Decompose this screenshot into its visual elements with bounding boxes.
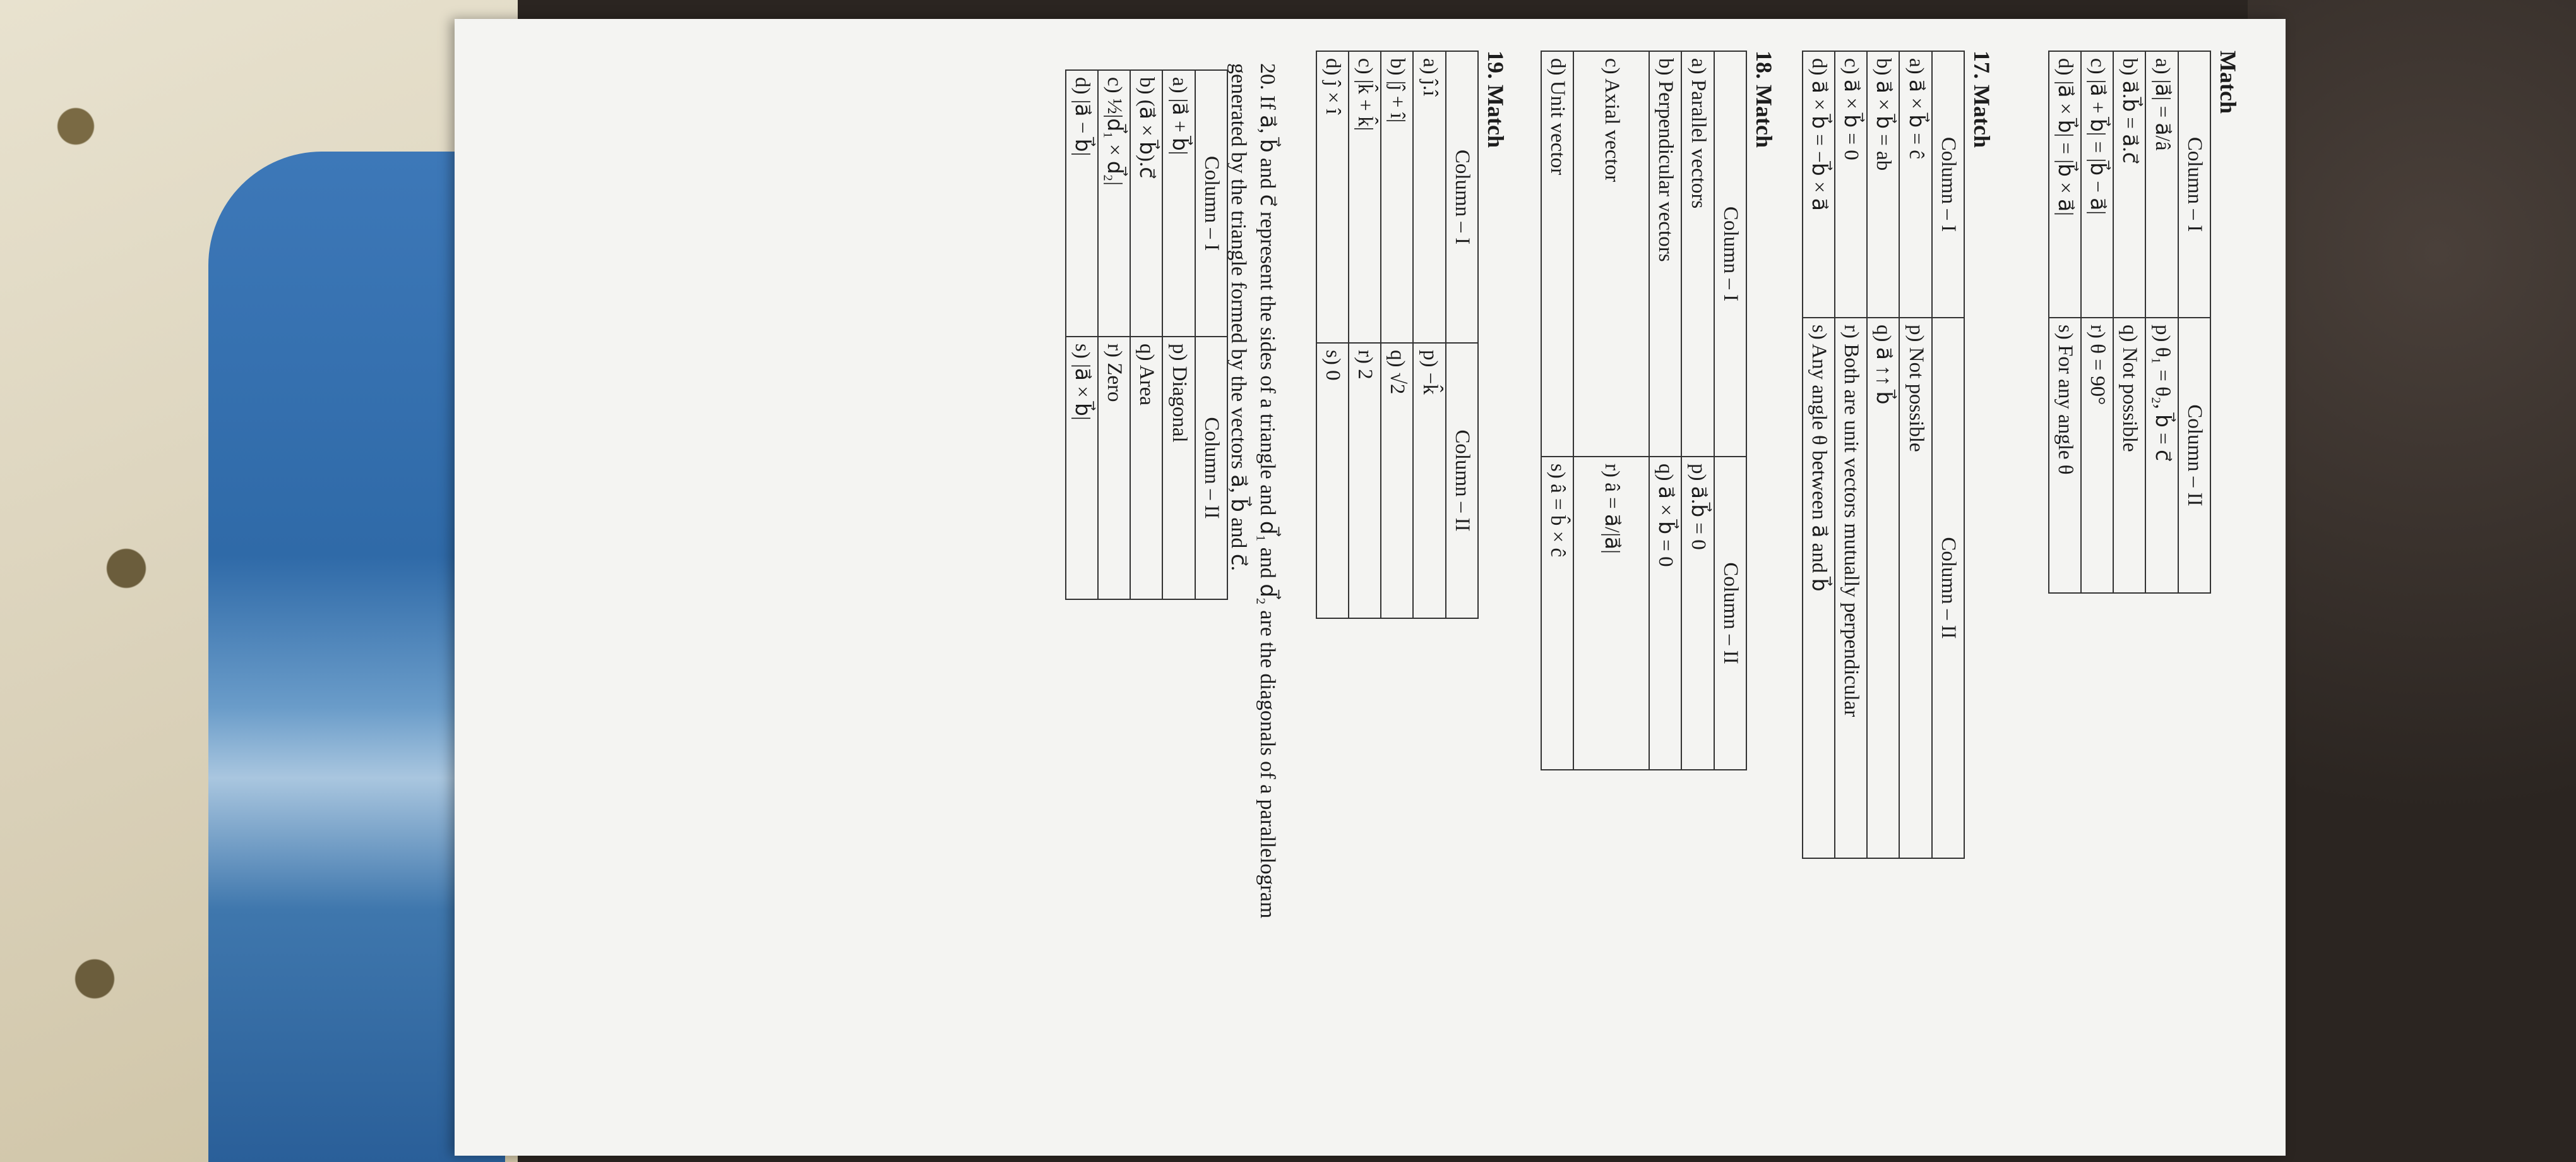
- column-2-cell: s) Any angle θ between a⃗ and b⃗: [1803, 318, 1835, 858]
- table-row: [1381, 51, 1413, 618]
- column-2-cell: p) Not possible: [1900, 318, 1932, 858]
- question-20-line-1: 20. If a⃗, b⃗ and c⃗ represent the sides of a triangle and d⃗₁ and d⃗₂ are the diagonals of a parallelogram: [1256, 63, 1279, 919]
- column-2-header: Column – II: [1195, 337, 1227, 599]
- column-2-header: Column – II: [1714, 457, 1746, 770]
- question-20-text: [1224, 63, 1282, 1137]
- column-1-cell: a) Parallel vectors: [1682, 51, 1714, 457]
- column-2-cell: q) a⃗ ↑↑ b⃗: [1867, 318, 1899, 858]
- table-row: [2049, 51, 2081, 593]
- table-row: [1066, 70, 1098, 599]
- column-1-cell: b) Perpendicular vectors: [1649, 51, 1681, 457]
- question-17: [1802, 51, 1995, 859]
- column-2-cell: r) 2: [1349, 343, 1381, 618]
- column-2-cell: p) Diagonal: [1163, 337, 1195, 599]
- question-18-heading: 18. Match: [1751, 51, 1777, 148]
- column-1-header: Column – I: [1714, 51, 1746, 457]
- column-1-cell: a) |a⃗ + b⃗|: [1163, 70, 1195, 337]
- question-19-heading: 19. Match: [1483, 51, 1508, 148]
- table-header-row: [1932, 51, 1964, 858]
- table-row: [1867, 51, 1899, 858]
- column-2-cell: s) |a⃗ × b⃗|: [1066, 337, 1098, 599]
- table-row: [2146, 51, 2178, 593]
- column-1-cell: d) a⃗ × b⃗ = −b⃗ × a⃗: [1803, 51, 1835, 318]
- column-2-cell: r) θ = 90°: [2081, 318, 2113, 593]
- column-1-cell: b) (a⃗ × b⃗).c⃗: [1130, 70, 1162, 337]
- column-2-cell: p) −k̂: [1414, 343, 1446, 618]
- column-1-header: Column – I: [1932, 51, 1964, 318]
- column-1-cell: b) |ĵ + î|: [1381, 51, 1413, 343]
- table-row: [1649, 51, 1681, 770]
- column-1-header: Column – I: [1446, 51, 1478, 343]
- question-18: [1541, 51, 1777, 770]
- column-2-cell: s) â = b̂ × ĉ: [1541, 457, 1573, 770]
- question-20-line-2: generated by the triangle formed by the vectors a⃗, b⃗ and c⃗.: [1227, 63, 1251, 572]
- question-16-table: [2048, 51, 2211, 594]
- table-row: [1682, 51, 1714, 770]
- table-row: [1803, 51, 1835, 858]
- column-1-cell: b) a⃗ × b⃗ = ab: [1867, 51, 1899, 318]
- column-1-cell: c) |a⃗ + b⃗| = |b⃗ − a⃗|: [2081, 51, 2113, 318]
- column-2-header: Column – II: [1932, 318, 1964, 858]
- column-1-header: Column – I: [2178, 51, 2210, 318]
- column-1-cell: a) ĵ.î: [1414, 51, 1446, 343]
- question-16-heading: Match: [2215, 51, 2241, 114]
- table-row: [1414, 51, 1446, 618]
- column-1-cell: d) ĵ × î: [1316, 51, 1349, 343]
- table-row: [1900, 51, 1932, 858]
- table-header-row: [2178, 51, 2210, 593]
- dark-surface-background: [2248, 0, 2576, 1162]
- column-2-header: Column – II: [2178, 318, 2210, 593]
- table-header-row: [1446, 51, 1478, 618]
- table-row: [1573, 51, 1649, 770]
- question-20: [1065, 69, 1228, 600]
- table-header-row: [1714, 51, 1746, 770]
- table-row: [1098, 70, 1130, 599]
- table-row: [1316, 51, 1349, 618]
- column-1-cell: d) Unit vector: [1541, 51, 1573, 457]
- column-1-cell: a) |a⃗| = a⃗/â: [2146, 51, 2178, 318]
- table-row: [1835, 51, 1867, 858]
- table-row: [2113, 51, 2145, 593]
- column-2-cell: r) Both are unit vectors mutually perpendicular: [1835, 318, 1867, 858]
- column-1-header: Column – I: [1195, 70, 1227, 337]
- column-1-cell: d) |a⃗ − b⃗|: [1066, 70, 1098, 337]
- rotated-sheet-content: [429, 25, 2248, 1156]
- question-19-table: [1316, 51, 1479, 619]
- column-1-cell: c) a⃗ × b⃗ = 0: [1835, 51, 1867, 318]
- question-18-table: [1541, 51, 1747, 770]
- column-2-cell: p) a⃗.b⃗ = 0: [1682, 457, 1714, 770]
- question-17-heading: 17. Match: [1969, 51, 1995, 148]
- question-16: [2048, 51, 2241, 594]
- column-1-cell: c) |k̂ + k̂|: [1349, 51, 1381, 343]
- column-1-cell: c) ½|d⃗₁ × d⃗₂|: [1098, 70, 1130, 337]
- column-2-cell: q) Area: [1130, 337, 1162, 599]
- column-1-cell: d) |a⃗ × b⃗| = |b⃗ × a⃗|: [2049, 51, 2081, 318]
- column-1-cell: c) Axial vector: [1573, 51, 1649, 457]
- column-2-cell: r) â = a⃗/|a⃗|: [1573, 457, 1649, 770]
- question-17-table: [1802, 51, 1965, 859]
- table-row: [2081, 51, 2113, 593]
- column-2-cell: q) √2: [1381, 343, 1413, 618]
- table-row: [1130, 70, 1162, 599]
- table-header-row: [1195, 70, 1227, 599]
- column-2-cell: p) θ₁ = θ₂, b⃗ = c⃗: [2146, 318, 2178, 593]
- table-row: [1163, 70, 1195, 599]
- table-row: [1349, 51, 1381, 618]
- column-2-cell: s) For any angle θ: [2049, 318, 2081, 593]
- column-2-cell: r) Zero: [1098, 337, 1130, 599]
- column-2-cell: q) Not possible: [2113, 318, 2145, 593]
- column-2-cell: q) a⃗ × b⃗ = 0: [1649, 457, 1681, 770]
- column-1-cell: a) a⃗ × b⃗ = ĉ: [1900, 51, 1932, 318]
- question-20-table: [1065, 69, 1228, 600]
- column-1-cell: b) a⃗.b⃗ = a⃗.c⃗: [2113, 51, 2145, 318]
- column-2-header: Column – II: [1446, 343, 1478, 618]
- question-19: [1316, 51, 1509, 619]
- table-row: [1541, 51, 1573, 770]
- column-2-cell: s) 0: [1316, 343, 1349, 618]
